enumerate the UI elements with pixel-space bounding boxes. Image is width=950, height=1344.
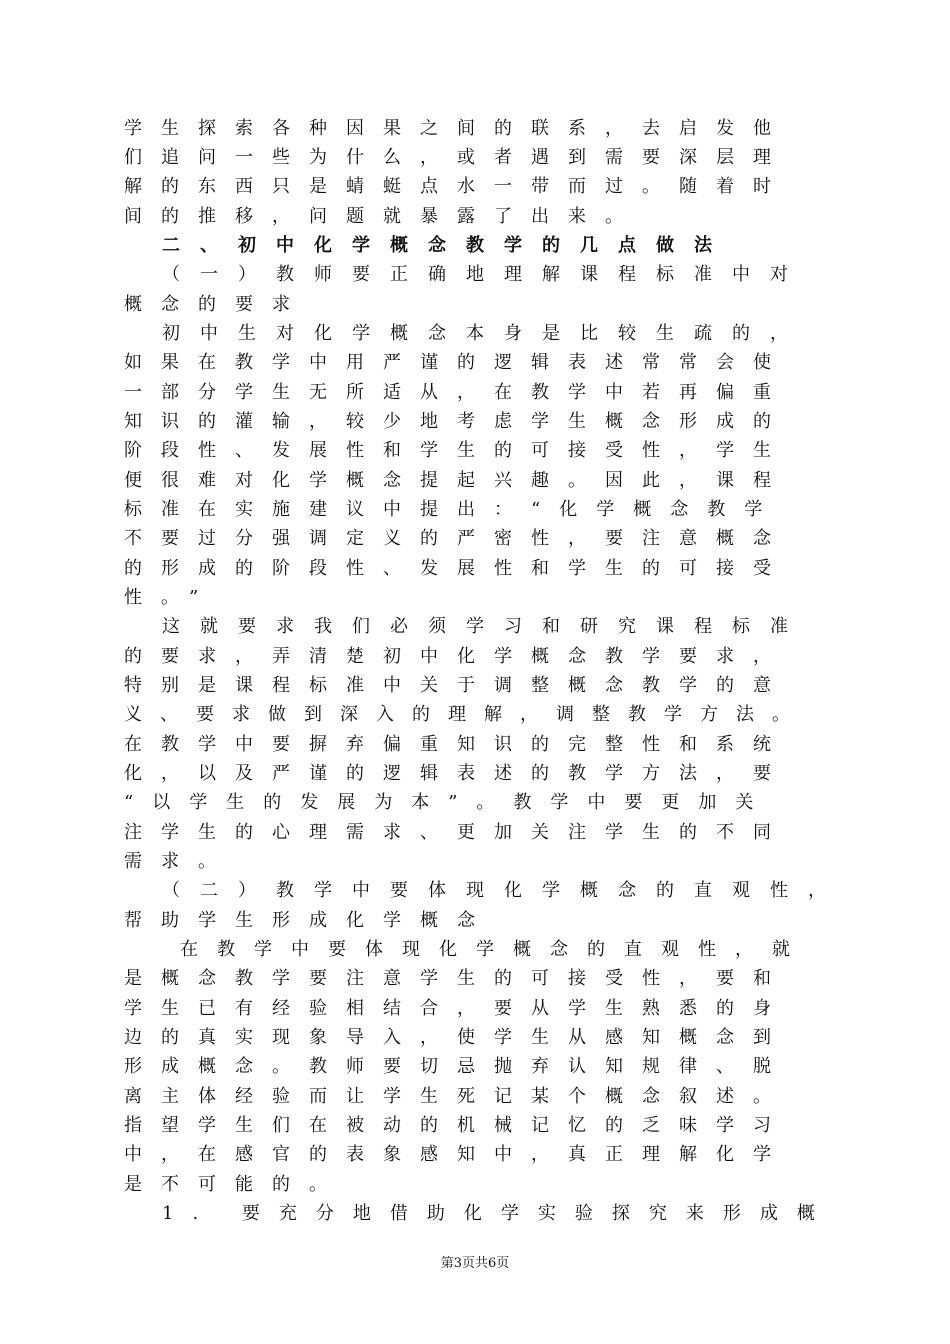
text-line-1: 学生探索各种因果之间的联系，去启发他 (124, 118, 790, 139)
text-line-25: 注学生的心理需求、更加关注学生的不同 (124, 822, 790, 843)
text-line-16: 的形成的阶段性、发展性和学生的可接受 (124, 558, 790, 579)
text-line-22: 在教学中要摒弃偏重知识的完整性和系统 (124, 734, 790, 755)
text-line-17: 性。” (124, 587, 218, 608)
text-line-15: 不要过分强调定义的严密性，要注意概念 (124, 528, 790, 549)
text-line-33: 形成概念。教师要切忌抛弃认知规律、脱 (124, 1056, 790, 1077)
text-line-23: 化，以及严谨的逻辑表述的教学方法，要 (124, 763, 790, 784)
subheading-1-line-1: （一）教师要正确地理解课程标准中对 (162, 264, 808, 285)
text-line-35: 指望学生们在被动的机械记忆的乏味学习 (124, 1115, 790, 1136)
text-line-18: 这就要求我们必须学习和研究课程标准 (162, 616, 808, 637)
section-heading: 二、初中化学概念教学的几点做法 (162, 235, 732, 256)
text-line-29: 在教学中要体现化学概念的直观性，就 (180, 939, 809, 960)
text-line-21: 义、要求做到深入的理解，调整教学方法。 (124, 704, 808, 725)
text-line-3: 解的东西只是蜻蜓点水一带而过。随着时 (124, 176, 790, 197)
subheading-2-line-1: （二）教学中要体现化学概念的直观性， (162, 880, 846, 901)
text-line-38: 1. 要充分地借助化学实验探究来形成概 (162, 1203, 834, 1224)
text-line-31: 学生已有经验相结合，要从学生熟悉的身 (124, 998, 790, 1019)
text-line-36: 中，在感官的表象感知中，真正理解化学 (124, 1144, 790, 1165)
text-line-34: 离主体经验而让学生死记某个概念叙述。 (124, 1086, 790, 1107)
text-line-19: 的要求，弄清楚初中化学概念教学要求， (124, 646, 790, 667)
text-line-4: 间的推移，问题就暴露了出来。 (124, 206, 642, 227)
text-line-24: “以学生的发展为本”。教学中要更加关 (124, 792, 773, 813)
subheading-2-line-2: 帮助学生形成化学概念 (124, 910, 494, 931)
text-line-30: 是概念教学要注意学生的可接受性，要和 (124, 968, 790, 989)
page-number-footer: 第3页共6页 (440, 1256, 510, 1271)
text-line-11: 知识的灌输，较少地考虑学生概念形成的 (124, 411, 790, 432)
text-line-26: 需求。 (124, 851, 235, 872)
text-line-14: 标准在实施建议中提出：“化学概念教学 (124, 499, 782, 520)
text-line-32: 边的真实现象导入，使学生从感知概念到 (124, 1027, 790, 1048)
text-line-2: 们追问一些为什么，或者遇到需要深层理 (124, 147, 790, 168)
text-line-37: 是不可能的。 (124, 1174, 346, 1195)
text-line-10: 一部分学生无所适从，在教学中若再偏重 (124, 382, 790, 403)
text-line-13: 便很难对化学概念提起兴趣。因此，课程 (124, 470, 790, 491)
text-line-8: 初中生对化学概念本身是比较生疏的， (162, 323, 808, 344)
text-line-20: 特别是课程标准中关于调整概念教学的意 (124, 675, 790, 696)
text-line-9: 如果在教学中用严谨的逻辑表述常常会使 (124, 352, 790, 373)
text-line-12: 阶段性、发展性和学生的可接受性，学生 (124, 440, 790, 461)
subheading-1-line-2: 概念的要求 (124, 294, 309, 315)
